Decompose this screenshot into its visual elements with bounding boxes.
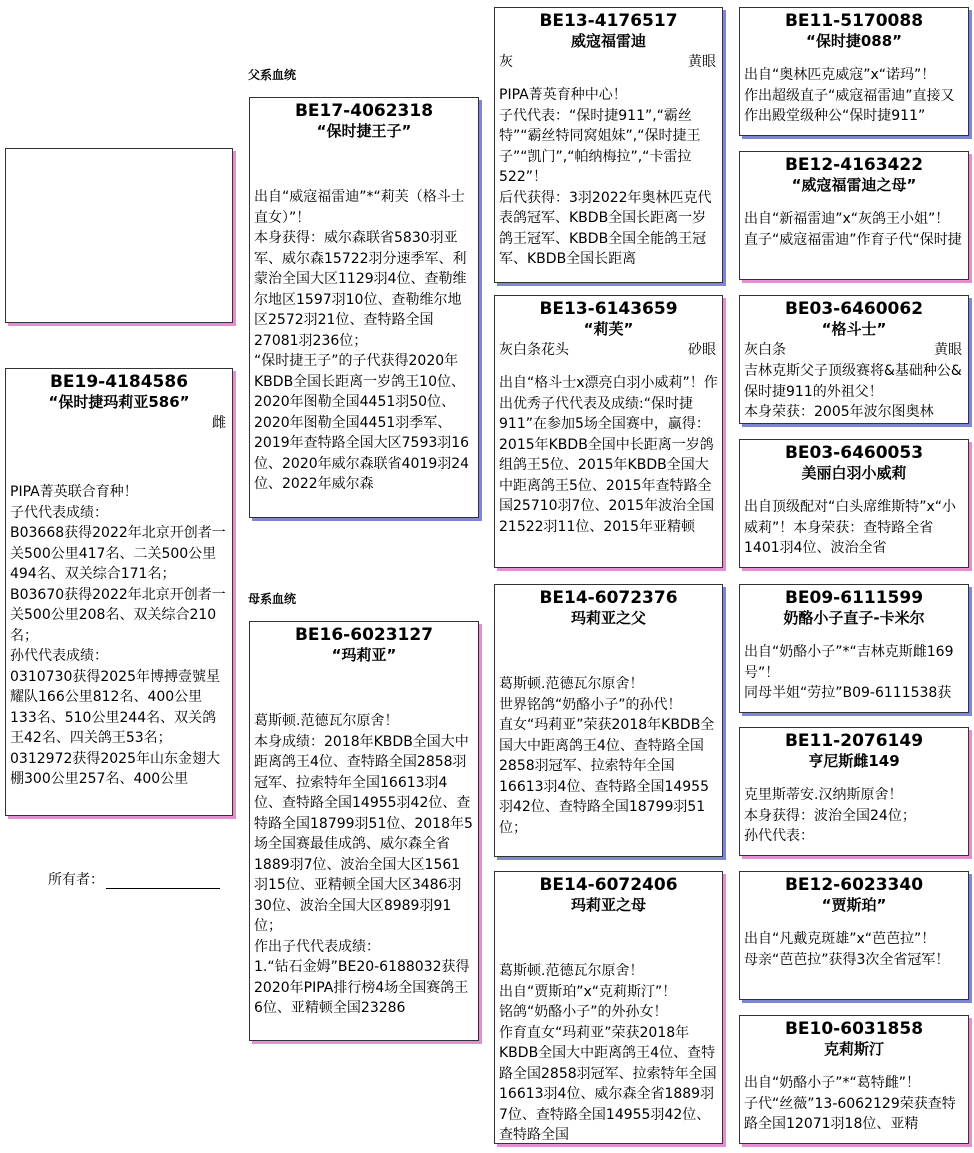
owner-field [48,869,220,889]
great-grandparent-ring-number: BE09-6111599 [784,588,924,608]
grandparent-name: 玛莉亚之父 [570,609,646,627]
dam-name: “玛莉亚” [331,646,397,664]
maternal-label: 母系血统 [248,592,297,606]
great-grandparent-ring-number: BE03-6460062 [784,299,924,319]
grandparent-body: 葛斯顿.范德瓦尔原舍！ 出自“贾斯珀”x“克莉斯汀”！ 铭鸽“奶酪小子”的外孙女！ 作育直女“玛莉亚”荣获2018年KBDB全国大中距离鸽王4位、查特路全国2858羽冠军、拉索特年全国16613羽4位、威尔森全省1889羽7位、查特路全国14955羽42位、查特路全国 [499,963,717,1143]
subject-name: “保时捷玛莉亚586” [48,393,190,411]
paternal-label: 父系血统 [248,68,297,82]
grandsire-paternal-card [494,7,723,283]
great-grandparent-name: 美丽白羽小威莉 [801,464,907,482]
great-grandparent-body: 出自“凡戴克斑雄”x“芭芭拉”！ 母亲“芭芭拉”获得3次全省冠军！ [744,931,950,968]
color-eye-row [499,51,718,73]
dam-body: 葛斯顿.范德瓦尔原舍！ 本身成绩：2018年KBDB全国大中距离鸽王4位、查特路全国2858羽冠军、拉索特年全国16613羽4位、查特路全国14955羽42位、查特路全国18799羽51位、2018年5场全国赛最佳成鸽、威尔森全省1889羽7位、波治全国大区1561羽15位、亚精顿全国大区3486羽30位、波治全国大区8989羽91位； 作出子代代表成绩： 1.“钻石金姆”BE20-6188032获得2020年PIPA排行榜4场全国赛鸽王6位、亚精顿全国23286 [254,713,473,1016]
subject-body: PIPA菁英联合育种！ 子代代表成绩： B03668获得2022年北京开创者一关500公里417名、二关500公里494名、双关综合171名； B03670获得2022年北京开创者一关500公里208名、双关综合210名； 孙代代表成绩： 0310730获得2025年博搏壹號星耀队166公里812名、400公里133名、510公里244名、双关鸽王42名、四关鸽王53名； 0312972获得2025年山东金翅大棚300公里257名、400公里 [10,484,226,787]
grandparent-name: 玛莉亚之母 [570,896,646,914]
sire-ring-number: BE17-4062318 [294,101,434,121]
grandparent-body: 葛斯顿.范德瓦尔原舍！ 世界铭鸽“奶酪小子”的孙代！ 直女“玛莉亚”荣获2018年KBDB全国大中距离鸽王4位、查特路全国2858羽冠军、拉索特年全国16613羽4位、查特路全国14955羽42位、查特路全国18799羽51位； [499,676,715,836]
great-grandparent-body: 出自顶级配对“白头席维斯特”x“小威莉”！本身荣获：查特路全省1401羽4位、波治全省 [744,499,957,556]
great-grandparent-name: 亨尼斯雌149 [808,752,900,770]
great-grandparent-card [739,7,969,136]
sire-body: 出自“威寇福雷迪”*“莉芙（格斗士直女）”！ 本身获得：威尔森联省5830羽亚军、威尔森15722羽分速季军、利蒙治全国大区1129羽4位、查勒维尔地区1597羽10位、查勒维尔地区2572羽21位、查特路全国27081羽236位； “保时捷王子”的子代获得2020年KBDB全国长距离一岁鸽王10位、2020年图勒全国4451羽50位、2020年图勒全国4451羽季军、2019年查特路全国大区7593羽16位、2020年威尔森联省4019羽24位、2022年威尔森 [254,189,470,492]
great-grandparent-ring-number: BE12-6023340 [784,875,924,895]
great-grandparent-name: 奶酪小子直子-卡米尔 [783,609,925,627]
dam-card [249,621,479,1041]
eye-type: 黄眼 [688,54,716,70]
dam-ring-number: BE16-6023127 [294,625,434,645]
feather-color: 灰白条 [744,342,786,358]
grandparent-name: 威寇福雷迪 [570,32,646,50]
great-grandparent-card [739,295,969,424]
sire-name: “保时捷王子” [316,122,412,140]
great-grandparent-ring-number: BE03-6460053 [784,443,924,463]
grandparent-body: 出自“格斗士x漂亮白羽小威莉”！作出优秀子代代表及成绩:“保时捷911”在参加5场全国赛中，赢得：2015年KBDB全国中长距离一岁鸽组鸽王5位、2015年KBDB全国大中距离鸽王5位、2015年查特路全国25710羽7位、2015年波治全国21522羽11位、2015年亚精顿 [499,375,718,535]
feather-color: 灰 [499,54,513,70]
eye-type: 黄眼 [934,342,962,358]
great-grandparent-body: 克里斯蒂安.汉纳斯原舍！ 本身获得：波治全国24位； 孙代代表： [744,787,916,844]
grandparent-ring-number: BE14-6072406 [539,875,678,895]
feather-color: 灰白条花头 [499,342,569,358]
grandparent-ring-number: BE14-6072376 [539,588,678,608]
subject-sex: 雌 [212,415,226,431]
color-eye-row [499,339,718,361]
eye-type: 砂眼 [688,342,716,358]
color-eye-row [744,339,964,361]
subject-ring-number: BE19-4184586 [49,372,189,392]
great-grandparent-name: 克莉斯汀 [823,1040,884,1058]
great-grandparent-card [739,584,969,713]
great-grandparent-name: “贾斯珀” [821,896,887,914]
great-grandparent-name: “格斗士” [821,320,887,338]
owner-label: 所有者： [48,872,104,888]
owner-blank-line [106,872,220,889]
great-grandparent-ring-number: BE11-5170088 [784,11,924,31]
grandsire-maternal-card [494,584,723,857]
great-grandparent-name: “保时捷088” [805,32,903,50]
great-grandparent-card [739,439,969,568]
great-grandparent-card [739,1015,969,1144]
great-grandparent-body: 出自“奶酪小子”*“吉林克斯雌169号”！ 同母半姐“劳拉”B09-6111538获 [744,644,954,701]
grandparent-body: PIPA菁英育种中心！ 子代代表：“保时捷911”,“霸丝特”“霸丝特同窝姐妹”,“保时捷王子”“凯门”,“帕纳梅拉”,“卡雷拉522”！ 后代获得：3羽2022年奥林匹克代表鸽冠军、KBDB全国长距离一岁鸽王冠军、KBDB全国全能鸽王冠军、KBDB全国长距离 [499,87,712,267]
great-grandparent-body: 出自“新福雷迪”x“灰鸽王小姐”！ 直子“威寇福雷迪”作育子代“保时捷 [744,211,962,248]
great-grandparent-name: “威寇福雷迪之母” [791,176,917,194]
grandparent-ring-number: BE13-4176517 [539,11,678,31]
great-grandparent-ring-number: BE11-2076149 [784,731,924,751]
great-grandparent-card [739,727,969,856]
subject-card [5,368,233,816]
grandparent-ring-number: BE13-6143659 [539,299,678,319]
great-grandparent-ring-number: BE12-4163422 [784,155,924,175]
granddam-paternal-card [494,295,723,568]
great-grandparent-body: 出自“奶酪小子”*“葛特雌”！ 子代“丝薇”13-6062129荣获查特路全国12071羽18位、亚精 [744,1075,956,1132]
sire-card [249,97,479,518]
photo-placeholder [5,148,233,323]
great-grandparent-card [739,871,969,1000]
great-grandparent-ring-number: BE10-6031858 [784,1019,924,1039]
great-grandparent-body: 吉林克斯父子顶级赛将&基础种公&保时捷911的外祖父！ 本身荣获：2005年波尔图奥林 [744,363,962,420]
granddam-maternal-card [494,871,723,1144]
great-grandparent-card [739,151,969,280]
grandparent-name: “莉芙” [583,320,634,338]
great-grandparent-body: 出自“奥林匹克威寇”x“诺玛”！ 作出超级直子“威寇福雷迪”直接又作出殿堂级种公“保时捷911” [744,67,955,124]
